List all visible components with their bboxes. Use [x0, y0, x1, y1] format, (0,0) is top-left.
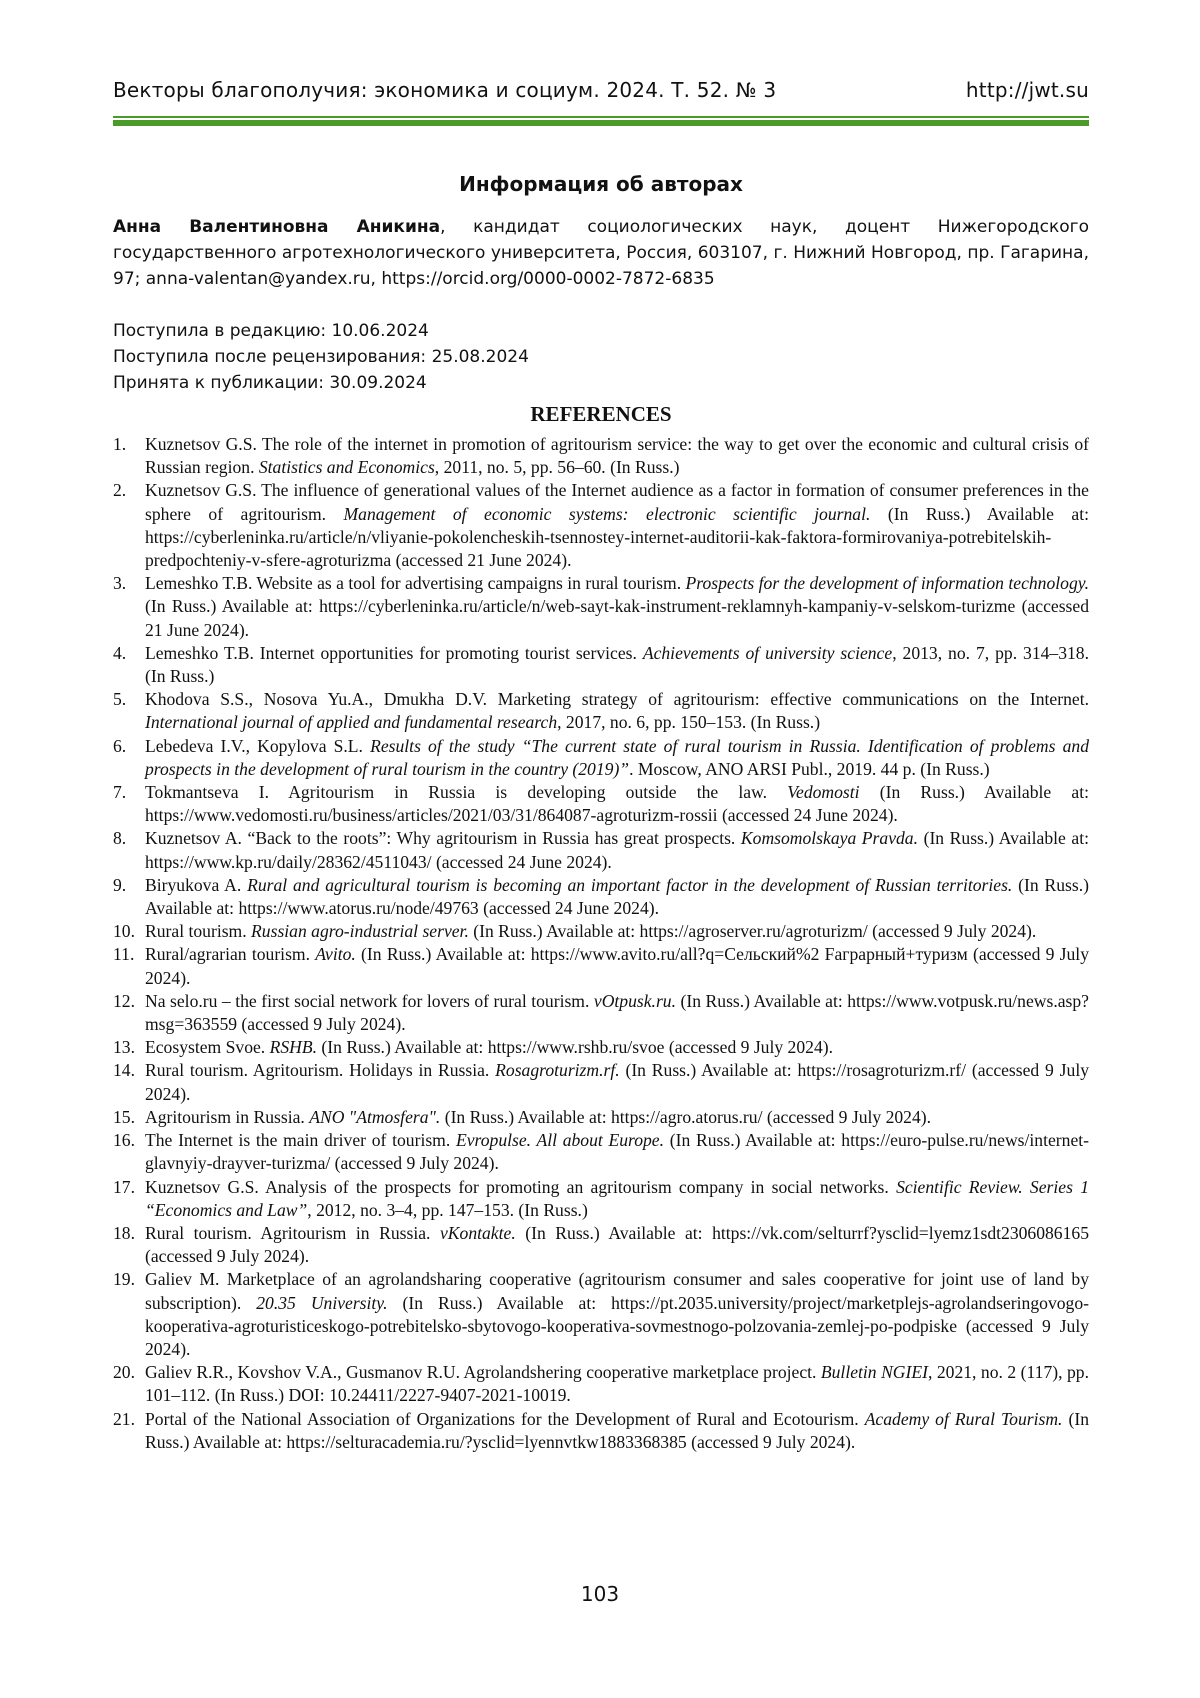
page-number: 103	[580, 1582, 620, 1606]
reference-tail: (In Russ.) Available at: https://pt.2035.university/project/marketplejs-agrolandseringovogo-kooperativa-agroturisticeskogo-potrebitelsko-sbytovogo-kooperativa-sovmestnogo-polzovania-zemlej-po-podpiske (accessed 9 July 2024).	[145, 1292, 1089, 1359]
reference-text: Lemeshko T.B. Internet opportunities for promoting tourist services.	[145, 642, 643, 663]
reference-source: Rural and agricultural tourism is becoming an important factor in the development of Russian territories.	[247, 874, 1013, 895]
reference-source: vKontakte.	[439, 1222, 516, 1243]
reference-number: 7.	[113, 782, 127, 803]
reference-text: Agritourism in Russia.	[145, 1106, 310, 1127]
reference-source: vOtpusk.ru.	[593, 990, 676, 1011]
reference-tail: (In Russ.) Available at: https://www.votpusk.ru/news.asp?msg=363559 (accessed 9 July 2024).	[145, 990, 1089, 1035]
reference-number: 2.	[113, 480, 127, 501]
author-name: Анна Валентиновна Аникина	[113, 217, 441, 237]
reference-text: Kuznetsov G.S. Analysis of the prospects for promoting an agritourism company in social networks.	[145, 1176, 897, 1197]
date-revised: Поступила после рецензирования: 25.08.2024	[113, 347, 529, 367]
reference-source: International journal of applied and fundamental research	[145, 712, 558, 733]
reference-text: Portal of the National Association of Organizations for the Development of Rural and Ecotourism.	[145, 1408, 865, 1429]
reference-tail: (In Russ.) Available at: https://agro.atorus.ru/ (accessed 9 July 2024).	[440, 1106, 932, 1127]
reference-item	[113, 642, 1089, 688]
reference-source: Achievements of university science	[642, 642, 893, 663]
reference-text: Khodova S.S., Nosova Yu.A., Dmukha D.V. Marketing strategy of agritourism: effective communications on the Internet.	[145, 689, 1089, 710]
reference-text: Kuznetsov G.S. The influence of generational values of the Internet audience as a factor in formation of consumer preferences in the sphere of agritourism.	[145, 480, 1089, 524]
reference-number: 14.	[113, 1060, 135, 1081]
reference-item	[113, 920, 1089, 943]
reference-number: 12.	[113, 990, 135, 1011]
reference-item	[113, 1222, 1089, 1268]
reference-text: Na selo.ru – the first social network for lovers of rural tourism.	[145, 990, 594, 1011]
reference-tail: (In Russ.) Available at: https://www.rshb.ru/svoe (accessed 9 July 2024).	[317, 1037, 834, 1058]
authors-heading: Информация об авторах	[459, 172, 743, 196]
reference-tail: (In Russ.) Available at: https://selturacademia.ru/?ysclid=lyennvtkw1883368385 (accessed 9 July 2024).	[145, 1408, 1089, 1452]
reference-number: 21.	[113, 1408, 135, 1429]
header-rule-thick	[113, 120, 1089, 126]
reference-tail: , 2021, no. 2 (117), pp. 101–112. (In Russ.) DOI: 10.24411/2227-9407-2021-10019.	[145, 1362, 1089, 1406]
reference-item	[113, 990, 1089, 1036]
reference-item	[113, 781, 1089, 827]
article-dates	[113, 318, 1089, 396]
reference-tail: (In Russ.) Available at: https://rosagroturizm.rf/ (accessed 9 July 2024).	[145, 1060, 1090, 1104]
reference-source: RSHB.	[269, 1037, 318, 1058]
reference-number: 18.	[113, 1222, 135, 1243]
reference-item	[113, 827, 1089, 873]
authors-section	[113, 172, 1089, 396]
reference-number: 5.	[113, 689, 127, 710]
reference-tail: , 2011, no. 5, pp. 56–60. (In Russ.)	[434, 457, 680, 478]
reference-text: Tokmantseva I. Agritourism in Russia is developing outside the law.	[145, 782, 788, 803]
reference-text: Biryukova A.	[145, 874, 248, 895]
reference-item	[113, 1129, 1089, 1175]
reference-text: Rural/agrarian tourism.	[145, 944, 316, 965]
reference-item	[113, 433, 1089, 479]
reference-text: Lebedeva I.V., Kopylova S.L.	[145, 735, 371, 756]
running-header	[113, 70, 1089, 110]
reference-text: Galiev R.R., Kovshov V.A., Gusmanov R.U. Agrolandshering cooperative marketplace project.	[145, 1362, 821, 1383]
reference-tail: (In Russ.) Available at: https://www.kp.ru/daily/28362/4511043/ (accessed 24 June 2024).	[145, 828, 1089, 872]
reference-number: 4.	[113, 642, 127, 663]
reference-number: 8.	[113, 828, 127, 849]
references-section	[113, 402, 1089, 1454]
reference-source: Academy of Rural Tourism.	[864, 1408, 1063, 1429]
reference-item	[113, 688, 1089, 734]
reference-source: Komsomolskaya Pravda.	[740, 828, 919, 849]
reference-source: ANO "Atmosfera".	[309, 1106, 441, 1127]
reference-number: 11.	[113, 944, 135, 965]
reference-number: 19.	[113, 1269, 135, 1290]
reference-item	[113, 735, 1089, 781]
reference-source: Results of the study “The current state of rural tourism in Russia. Identification of problems and prospects in the development of rural tourism in the country (2019)”	[145, 735, 1089, 779]
author-bio	[113, 214, 1089, 292]
reference-number: 15.	[113, 1106, 135, 1127]
reference-source: Evropulse. All about Europe.	[455, 1130, 665, 1151]
reference-tail: . Moscow, ANO ARSI Publ., 2019. 44 p. (In Russ.)	[629, 758, 990, 779]
reference-item	[113, 479, 1089, 572]
reference-item	[113, 1361, 1089, 1407]
reference-text: The Internet is the main driver of tourism.	[145, 1130, 456, 1151]
reference-number: 1.	[113, 434, 127, 454]
reference-number: 17.	[113, 1176, 135, 1197]
reference-item	[113, 943, 1089, 989]
reference-source: Russian agro-industrial server.	[251, 921, 469, 942]
reference-item	[113, 1176, 1089, 1222]
reference-text: Kuznetsov G.S. The role of the internet in promotion of agritourism service: the way to get over the economic and cultural crisis of Russian region.	[145, 434, 1089, 478]
reference-tail: , 2013, no. 7, pp. 314–318. (In Russ.)	[145, 642, 1090, 687]
reference-source: Vedomosti	[787, 782, 860, 803]
reference-tail: (In Russ.) Available at: https://vk.com/selturrf?ysclid=lyemz1sdt2306086165 (accessed 9 July 2024).	[145, 1222, 1089, 1267]
reference-number: 13.	[113, 1037, 135, 1058]
reference-item	[113, 1408, 1089, 1454]
reference-tail: , 2012, no. 3–4, pp. 147–153. (In Russ.)	[307, 1199, 588, 1220]
reference-number: 10.	[113, 921, 135, 942]
reference-item	[113, 874, 1089, 920]
reference-source: Prospects for the development of information technology.	[685, 573, 1089, 594]
reference-source: Rosagroturizm.rf.	[495, 1060, 620, 1081]
reference-item	[113, 1036, 1089, 1059]
reference-source: Scientific Review. Series 1 “Economics and Law”	[145, 1176, 1089, 1220]
reference-item	[113, 1106, 1089, 1129]
references-list	[113, 433, 1089, 1454]
author-details: , кандидат социологических наук, доцент Нижегородского государственного агротехнологического университета, Россия, 603107, г. Нижний Новгород, пр. Гагарина, 97; anna-valentan@yandex.ru, https://orcid.org/0000-0002-7872-6835	[113, 217, 1089, 289]
reference-tail: (In Russ.) Available at: https://www.avito.ru/all?q=Сельский%2 Fаграрный+туризм (accessed 9 July 2024).	[145, 944, 1089, 988]
reference-number: 20.	[113, 1362, 135, 1383]
reference-text: Rural tourism. Agritourism in Russia.	[145, 1222, 440, 1243]
reference-source: Avito.	[315, 944, 356, 965]
reference-source: Statistics and Economics	[258, 457, 435, 478]
reference-source: Bulletin NGIEI	[820, 1362, 928, 1383]
reference-tail: (In Russ.) Available at: https://euro-pulse.ru/news/internet-glavnyiy-drayver-turizma/ (accessed 9 July 2024).	[145, 1130, 1089, 1174]
header-rule-thin	[113, 116, 1089, 118]
reference-text: Ecosystem Svoe.	[145, 1037, 270, 1058]
reference-text: Galiev M. Marketplace of an agrolandsharing cooperative (agritourism consumer and sales cooperative for joint use of land by subscription).	[145, 1269, 1089, 1313]
reference-number: 6.	[113, 735, 127, 756]
reference-text: Rural tourism. Agritourism. Holidays in Russia.	[145, 1060, 496, 1081]
reference-text: Rural tourism.	[145, 921, 252, 942]
date-accepted: Принята к публикации: 30.09.2024	[113, 373, 427, 393]
date-received: Поступила в редакцию: 10.06.2024	[113, 321, 429, 341]
reference-item	[113, 1268, 1089, 1361]
reference-tail: (In Russ.) Available at: https://cyberleninka.ru/article/n/web-sayt-kak-instrument-reklamnyh-kampaniy-v-selskom-turizme (accessed 21 June 2024).	[145, 596, 1089, 640]
journal-title: Векторы благополучия: экономика и социум. 2024. Т. 52. № 3	[113, 78, 777, 102]
reference-item	[113, 572, 1089, 642]
reference-number: 16.	[113, 1130, 135, 1151]
reference-tail: (In Russ.) Available at: https://www.atorus.ru/node/49763 (accessed 24 June 2024).	[145, 874, 1089, 919]
reference-number: 9.	[113, 874, 127, 895]
reference-tail: (In Russ.) Available at: https://cyberleninka.ru/article/n/vliyanie-pokolencheskih-tsennostey-internet-auditorii-kak-faktora-formirovaniya-potrebitelskih-predpochteniy-v-sfere-agroturizma (accessed 21 June 2024).	[145, 503, 1090, 571]
reference-text: Kuznetsov A. “Back to the roots”: Why agritourism in Russia has great prospects.	[145, 828, 741, 849]
reference-tail: (In Russ.) Available at: https://agroserver.ru/agroturizm/ (accessed 9 July 2024).	[468, 921, 1037, 942]
references-heading: REFERENCES	[530, 402, 672, 426]
reference-source: 20.35 University.	[256, 1292, 388, 1313]
journal-url[interactable]: http://jwt.su	[965, 78, 1089, 102]
reference-tail: (In Russ.) Available at: https://www.vedomosti.ru/business/articles/2021/03/31/864087-agroturizm-rossii (accessed 24 June 2024).	[145, 782, 1089, 826]
reference-text: Lemeshko T.B. Website as a tool for advertising campaigns in rural tourism.	[145, 573, 686, 594]
reference-source: Management of economic systems: electronic scientific journal.	[343, 503, 871, 524]
reference-item	[113, 1059, 1089, 1105]
reference-tail: , 2017, no. 6, pp. 150–153. (In Russ.)	[557, 712, 821, 733]
reference-number: 3.	[113, 573, 127, 594]
